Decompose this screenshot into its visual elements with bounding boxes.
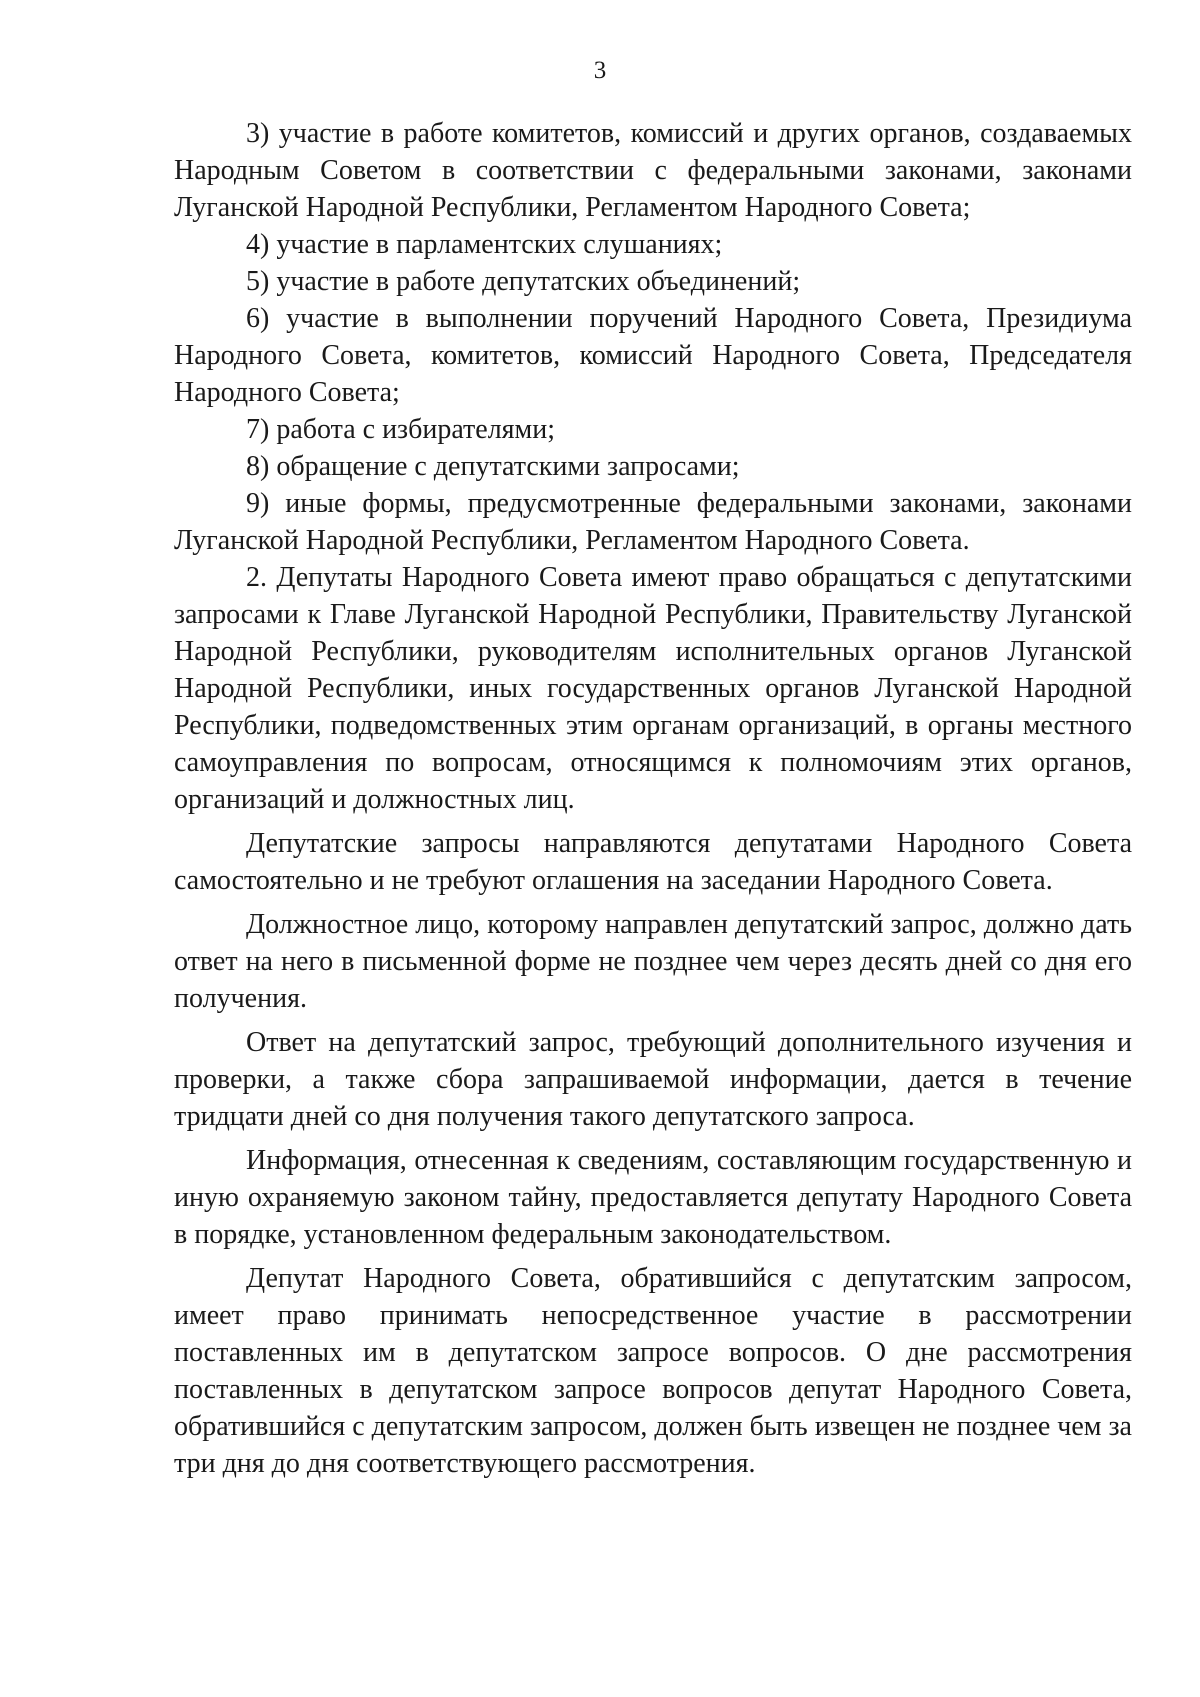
document-body: [174, 115, 1132, 1482]
paragraph-item-6: 6) участие в выполнении поручений Народного Совета, Президиума Народного Совета, комитетов, комиссий Народного Совета, Председателя Народного Совета;: [174, 303, 1132, 408]
paragraph-response-deadline: Должностное лицо, которому направлен депутатский запрос, должно дать ответ на него в письменной форме не позднее чем через десять дней со дня его получения.: [174, 909, 1132, 1014]
paragraph-deputy-participation: Депутат Народного Совета, обратившийся с депутатским запросом, имеет право принимать непосредственное участие в рассмотрении поставленных им в депутатском запросе вопросов. О дне рассмотрения поставленных в депутатском запросе вопросов депутат Народного Совета, обратившийся с депутатским запросом, должен быть извещен не позднее чем за три дня до дня соответствующего рассмотрения.: [174, 1263, 1132, 1479]
paragraph-item-9: 9) иные формы, предусмотренные федеральными законами, законами Луганской Народной Республики, Регламентом Народного Совета.: [174, 488, 1132, 556]
paragraph-part-2: 2. Депутаты Народного Совета имеют право обращаться с депутатскими запросами к Главе Луганской Народной Республики, Правительству Луганской Народной Республики, руководителям исполнительных органов Луганской Народной Республики, иных государственных органов Луганской Народной Республики, подведомственных этим органам организаций, в органы местного самоуправления по вопросам, относящимся к полномочиям этих органов, организаций и должностных лиц.: [174, 562, 1132, 815]
paragraph-requests-sent: Депутатские запросы направляются депутатами Народного Совета самостоятельно и не требуют оглашения на заседании Народного Совета.: [174, 828, 1132, 896]
paragraph-item-3: 3) участие в работе комитетов, комиссий и других органов, создаваемых Народным Советом в соответствии с федеральными законами, законами Луганской Народной Республики, Регламентом Народного Совета;: [174, 118, 1132, 223]
paragraph-item-8: 8) обращение с депутатскими запросами;: [246, 451, 740, 482]
paragraph-extended-deadline: Ответ на депутатский запрос, требующий дополнительного изучения и проверки, а также сбора запрашиваемой информации, дается в течение тридцати дней со дня получения такого депутатского запроса.: [174, 1027, 1132, 1132]
page-number: 3: [593, 57, 607, 84]
paragraph-item-7: 7) работа с избирателями;: [246, 414, 556, 445]
paragraph-classified-info: Информация, отнесенная к сведениям, составляющим государственную и иную охраняемую законом тайну, предоставляется депутату Народного Совета в порядке, установленном федеральным законодательством.: [174, 1145, 1132, 1250]
paragraph-item-5: 5) участие в работе депутатских объединений;: [246, 266, 801, 297]
paragraph-item-4: 4) участие в парламентских слушаниях;: [246, 229, 723, 260]
